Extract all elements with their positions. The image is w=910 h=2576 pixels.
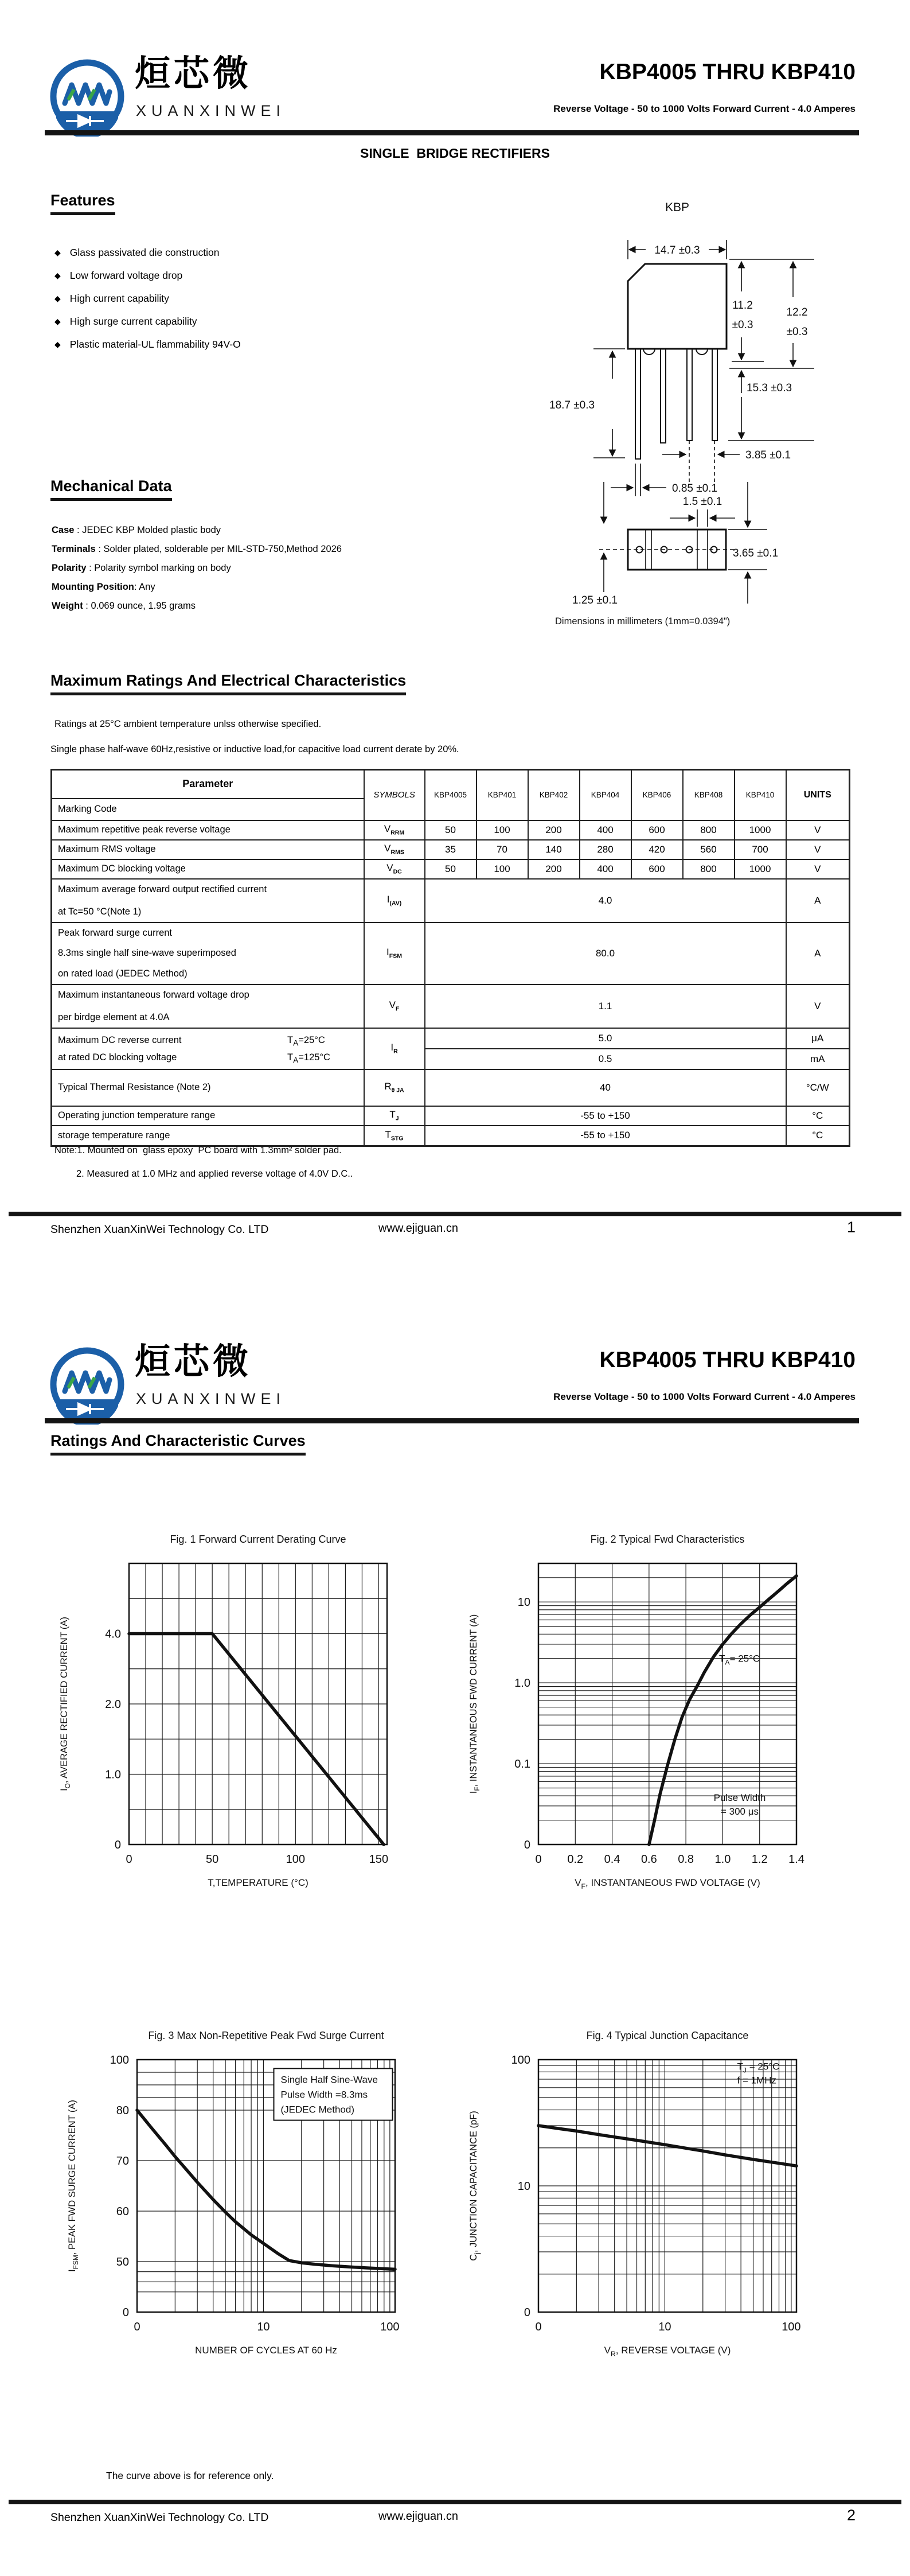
svg-text:1.0: 1.0 — [105, 1768, 121, 1781]
footer-website: www.ejiguan.cn — [378, 2510, 458, 2523]
ir-condition-line: at rated DC blocking voltage $T_A=125^\circ C$ — [58, 1052, 330, 1064]
svg-text:60: 60 — [116, 2205, 129, 2218]
symbol-vdc: $V_{DC}$ — [364, 859, 425, 879]
footer-rule — [9, 1212, 901, 1216]
svg-text:80: 80 — [116, 2104, 129, 2117]
diamond-bullet-icon: ◆ — [54, 293, 61, 303]
symbol-rthja: $R_{\theta JA}$ — [364, 1069, 425, 1106]
ratings-condition-line-1: Ratings at 25°C ambient temperature unlss otherwise specified. — [54, 719, 322, 729]
symbol-iav: $I_{(AV)}$ — [364, 879, 425, 923]
col-header-device: KBP406 — [631, 770, 683, 820]
table-row-tj: Operating junction temperature range $T_J$ -55 to +150 °C — [52, 1106, 850, 1126]
diamond-bullet-icon: ◆ — [54, 270, 61, 280]
company-logo — [49, 56, 324, 137]
col-header-symbols: SYMBOLS — [364, 770, 425, 820]
mechanical-data-list — [52, 521, 419, 616]
part-number-title: KBP4005 THRU KBP410 — [599, 1348, 856, 1372]
feature-item: ◆ High surge current capability — [54, 315, 197, 327]
brand-english-name: XUANXINWEI — [136, 102, 286, 119]
svg-text:NUMBER OF CYCLES AT 60 Hz: NUMBER OF CYCLES AT 60 Hz — [195, 2345, 337, 2356]
dim-label-side-offset: 1.25 ±0.1 — [572, 594, 618, 606]
symbol-ifsm: $I_{FSM}$ — [364, 923, 425, 985]
dim-lead-width-lines — [611, 464, 666, 496]
svg-text:0: 0 — [535, 1853, 542, 1866]
svg-text:100: 100 — [380, 2321, 400, 2333]
dim-label-h1a: 11.2 — [732, 299, 753, 312]
svg-text:Single Half Sine-Wave: Single Half Sine-Wave — [280, 2074, 378, 2085]
figure-4-typical-junction-capacitance-chart — [452, 2019, 819, 2398]
svg-text:100: 100 — [782, 2321, 801, 2333]
table-row-ir-25c: Maximum DC reverse current $T_A=25^\circ C$ at rated DC blocking voltage $T_A=125^\circ C$ $I_R$ 5.0 μA — [52, 1028, 850, 1049]
svg-text:IFSM, PEAK FWD SURGE CURRENT: $I_{FSM}$, PEAK FWD SURGE CURRENT (A) — [67, 2100, 80, 2272]
svg-text:70: 70 — [116, 2155, 129, 2168]
svg-text:IF, INSTANTANEOUS FWD CURRENT: $I_F$, INSTANTANEOUS FWD CURRENT (A) — [468, 1614, 481, 1794]
dim-label-h2a: 12.2 — [786, 306, 808, 318]
svg-text:0: 0 — [126, 1853, 132, 1866]
dim-label-pitch: 3.85 ±0.1 — [745, 449, 791, 461]
header-title-block — [420, 1348, 856, 1403]
svg-text:VR, REVERSE VOLTAGE (V): $V_R$, REVERSE VOLTAGE (V) — [604, 2345, 731, 2358]
datasheet-page-2 — [0, 1288, 910, 2576]
feature-item: ◆ Low forward voltage drop — [54, 269, 183, 281]
table-row-vrms: Maximum RMS voltage $V_{RMS}$ 35 70 140 280 420 560 700 V — [52, 840, 850, 859]
mech-row: Polarity : Polarity symbol marking on body — [52, 563, 231, 573]
svg-text:0.4: 0.4 — [604, 1853, 620, 1866]
footer-website: www.ejiguan.cn — [378, 1222, 458, 1235]
svg-text:150: 150 — [369, 1853, 389, 1866]
symbol-ir: $I_R$ — [364, 1028, 425, 1069]
table-note-2: 2. Measured at 1.0 MHz and applied reverse voltage of 4.0V D.C.. — [76, 1169, 353, 1179]
mechanical-data-heading: Mechanical Data — [50, 478, 172, 501]
brand-chinese-name: 烜芯微 — [135, 54, 252, 94]
svg-text:0: 0 — [524, 1839, 530, 1851]
svg-text:1.4: 1.4 — [788, 1853, 804, 1866]
svg-text:10: 10 — [257, 2321, 270, 2333]
mech-row: Case : JEDEC KBP Molded plastic body — [52, 525, 221, 535]
svg-text:2.0: 2.0 — [105, 1698, 121, 1711]
svg-text:4.0: 4.0 — [105, 1628, 121, 1641]
company-logo — [49, 1344, 324, 1425]
features-heading: Features — [50, 192, 115, 215]
mech-row: Mounting Position: Any — [52, 582, 155, 592]
mech-row: Terminals : Solder plated, solderable per MIL-STD-750,Method 2026 — [52, 544, 342, 554]
dim-label-side-height: 3.65 ±0.1 — [733, 547, 779, 559]
svg-text:10: 10 — [517, 2180, 530, 2193]
col-header-units: UNITS — [786, 770, 850, 820]
svg-text:0.2: 0.2 — [567, 1853, 584, 1866]
symbol-tstg: $T_{STG}$ — [364, 1126, 425, 1146]
svg-text:0: 0 — [535, 2321, 542, 2333]
svg-text:TA= 25°C: $T_A= 25^\circ C$ — [719, 1653, 760, 1667]
table-row-rthja: Typical Thermal Resistance (Note 2) $R_{\theta JA}$ 40 °C/W — [52, 1069, 850, 1106]
dim-label-lead-width: 0.85 ±0.1 — [672, 482, 718, 495]
table-header-row — [52, 770, 850, 799]
table-row-vrrm: Maximum repetitive peak reverse voltage $V_{RRM}$ 50 100 200 400 600 800 1000 V — [52, 820, 850, 840]
ratings-table — [50, 769, 850, 1147]
dim-label-lead-thickness: 1.5 ±0.1 — [682, 496, 722, 508]
svg-text:Pulse Width: Pulse Width — [713, 1792, 766, 1804]
max-ratings-heading: Maximum Ratings And Electrical Characteristics — [50, 672, 406, 695]
svg-text:0.6: 0.6 — [640, 1853, 657, 1866]
svg-text:Fig. 3 Max Non-Repetitive Pea: Fig. 3 Max Non-Repetitive Peak Fwd Surge Current — [148, 2030, 384, 2041]
svg-text:Cj, JUNCTION CAPACITANCE (pF): $C_j$, JUNCTION CAPACITANCE (pF) — [468, 2111, 481, 2261]
svg-text:(JEDEC Method): (JEDEC Method) — [280, 2104, 354, 2115]
svg-text:1.2: 1.2 — [751, 1853, 768, 1866]
svg-text:10: 10 — [517, 1596, 530, 1609]
dimensions-note: Dimensions in millimeters (1mm=0.0394") — [555, 616, 731, 627]
col-header-device: KBP410 — [735, 770, 786, 820]
part-number-title: KBP4005 THRU KBP410 — [599, 60, 856, 84]
table-note-1: Note:1. Mounted on glass epoxy PC board with 1.3mm² solder pad. — [54, 1145, 342, 1155]
figure-2-typical-fwd-characteristics-chart — [452, 1523, 819, 1925]
svg-text:0: 0 — [122, 2306, 129, 2319]
page-number: 2 — [846, 2507, 856, 2524]
ir-condition-line: Maximum DC reverse current $T_A=25^\circ C$ — [58, 1034, 325, 1047]
mech-row: Weight : 0.069 ounce, 1.95 grams — [52, 601, 196, 611]
svg-text:0.8: 0.8 — [678, 1853, 694, 1866]
svg-text:100: 100 — [511, 2054, 530, 2067]
feature-item: ◆ Plastic material-UL flammability 94V-O — [54, 338, 241, 350]
svg-text:TJ = 25°C: $T_J = 25^\circ C$ — [737, 2061, 780, 2075]
figure-3-peak-fwd-surge-current-chart — [51, 2019, 418, 2398]
dim-label-lead-long: 18.7 ±0.3 — [549, 399, 595, 411]
symbol-vrrm: $V_{RRM}$ — [364, 820, 425, 840]
header-rule — [45, 1418, 859, 1423]
svg-text:T,TEMPERATURE (°C): T,TEMPERATURE (°C) — [208, 1877, 308, 1888]
package-side-view — [599, 530, 735, 570]
svg-text:50: 50 — [206, 1853, 219, 1866]
symbol-vf: $V_F$ — [364, 985, 425, 1028]
part-subtitle: Reverse Voltage - 50 to 1000 Volts Forward Current - 4.0 Amperes — [553, 1391, 856, 1402]
col-header-device: KBP408 — [683, 770, 735, 820]
curves-section-heading: Ratings And Characteristic Curves — [50, 1433, 306, 1456]
svg-text:IO, AVERAGE RECTIFIED CURRENT: $I_O$, AVERAGE RECTIFIED CURRENT (A) — [59, 1617, 72, 1791]
dim-label-h2b: ±0.3 — [786, 326, 808, 338]
svg-text:0.1: 0.1 — [514, 1758, 530, 1771]
dim-side-height-lines — [728, 530, 767, 604]
table-row-vf: Maximum instantaneous forward voltage drop per birdge element at 4.0A $V_F$ 1.1 V — [52, 985, 850, 1028]
diamond-bullet-icon: ◆ — [54, 339, 61, 349]
dim-label-lead-short: 15.3 ±0.3 — [747, 382, 792, 394]
brand-chinese-name: 烜芯微 — [135, 1342, 252, 1382]
table-row-ifsm: Peak forward surge current 8.3ms single half sine-wave superimposed on rated load (JEDEC Method) $I_{FSM}$ 80.0 A — [52, 923, 850, 985]
table-row-tstg: storage temperature range $T_{STG}$ -55 to +150 °C — [52, 1126, 850, 1146]
svg-text:0: 0 — [524, 2306, 530, 2319]
feature-item: ◆ High current capability — [54, 292, 169, 304]
svg-text:Fig. 1 Forward Current Deratin: Fig. 1 Forward Current Derating Curve — [170, 1534, 346, 1545]
footer-company: Shenzhen XuanXinWei Technology Co. LTD — [50, 2511, 269, 2524]
header-title-block — [420, 60, 856, 115]
svg-text:1.0: 1.0 — [514, 1677, 530, 1690]
footer-rule — [9, 2500, 901, 2504]
header-rule — [45, 130, 859, 135]
brand-english-name: XUANXINWEI — [136, 1390, 286, 1407]
diamond-bullet-icon: ◆ — [54, 316, 61, 326]
col-header-device: KBP404 — [580, 770, 631, 820]
features-list — [54, 241, 376, 356]
table-row-vdc: Maximum DC blocking voltage $V_{DC}$ 50 100 200 400 600 800 1000 V — [52, 859, 850, 879]
col-header-device: KBP401 — [477, 770, 528, 820]
package-outline-diagram — [545, 195, 910, 631]
footer-company: Shenzhen XuanXinWei Technology Co. LTD — [50, 1223, 269, 1236]
svg-text:1.0: 1.0 — [714, 1853, 731, 1866]
table-row-ir-125c: 0.5 mA — [52, 1049, 850, 1069]
col-header-parameter: Parameter — [52, 770, 364, 799]
svg-text:10: 10 — [658, 2321, 671, 2333]
marking-code-label: Marking Code — [52, 799, 364, 820]
svg-text:0: 0 — [114, 1839, 121, 1851]
reference-note: The curve above is for reference only. — [106, 2470, 274, 2481]
table-row-iav: Maximum average forward output rectified current at Tc=50 °C(Note 1) $I_{(AV)}$ 4.0 A — [52, 879, 850, 923]
svg-text:100: 100 — [110, 2054, 129, 2067]
col-header-device: KBP402 — [528, 770, 580, 820]
diamond-bullet-icon: ◆ — [54, 247, 61, 257]
svg-text:= 300 μs: = 300 μs — [720, 1806, 759, 1818]
svg-text:VF, INSTANTANEOUS FWD VOLTAGE: $V_F$, INSTANTANEOUS FWD VOLTAGE (V) — [575, 1877, 760, 1890]
symbol-vrms: $V_{RMS}$ — [364, 840, 425, 859]
svg-text:Pulse Width =8.3ms: Pulse Width =8.3ms — [280, 2089, 368, 2100]
page-number: 1 — [846, 1219, 856, 1236]
page-title: SINGLE BRIDGE RECTIFIERS — [360, 146, 550, 161]
package-name-label: KBP — [665, 201, 690, 214]
svg-text:0: 0 — [134, 2321, 140, 2333]
feature-item: ◆ Glass passivated die construction — [54, 246, 220, 258]
svg-text:100: 100 — [286, 1853, 306, 1866]
dim-label-h1b: ±0.3 — [732, 319, 753, 331]
ratings-condition-line-2: Single phase half-wave 60Hz,resistive or inductive load,for capacitive load current derate by 20%. — [50, 744, 459, 754]
svg-text:50: 50 — [116, 2256, 129, 2268]
svg-text:f = 1MHz: f = 1MHz — [737, 2075, 776, 2086]
svg-text:Fig. 2 Typical Fwd Characteri: Fig. 2 Typical Fwd Characteristics — [590, 1534, 745, 1545]
symbol-tj: $T_J$ — [364, 1106, 425, 1126]
dim-label-width: 14.7 ±0.3 — [654, 244, 700, 256]
dim-lead-long-lines — [593, 349, 625, 458]
package-front-view — [628, 264, 727, 485]
part-subtitle: Reverse Voltage - 50 to 1000 Volts Forward Current - 4.0 Amperes — [553, 103, 856, 114]
dim-lead-short-lines — [728, 371, 814, 441]
figure-1-forward-current-derating-chart — [43, 1523, 410, 1925]
svg-text:Fig. 4 Typical Junction Capac: Fig. 4 Typical Junction Capacitance — [586, 2030, 749, 2041]
col-header-device: KBP4005 — [425, 770, 477, 820]
